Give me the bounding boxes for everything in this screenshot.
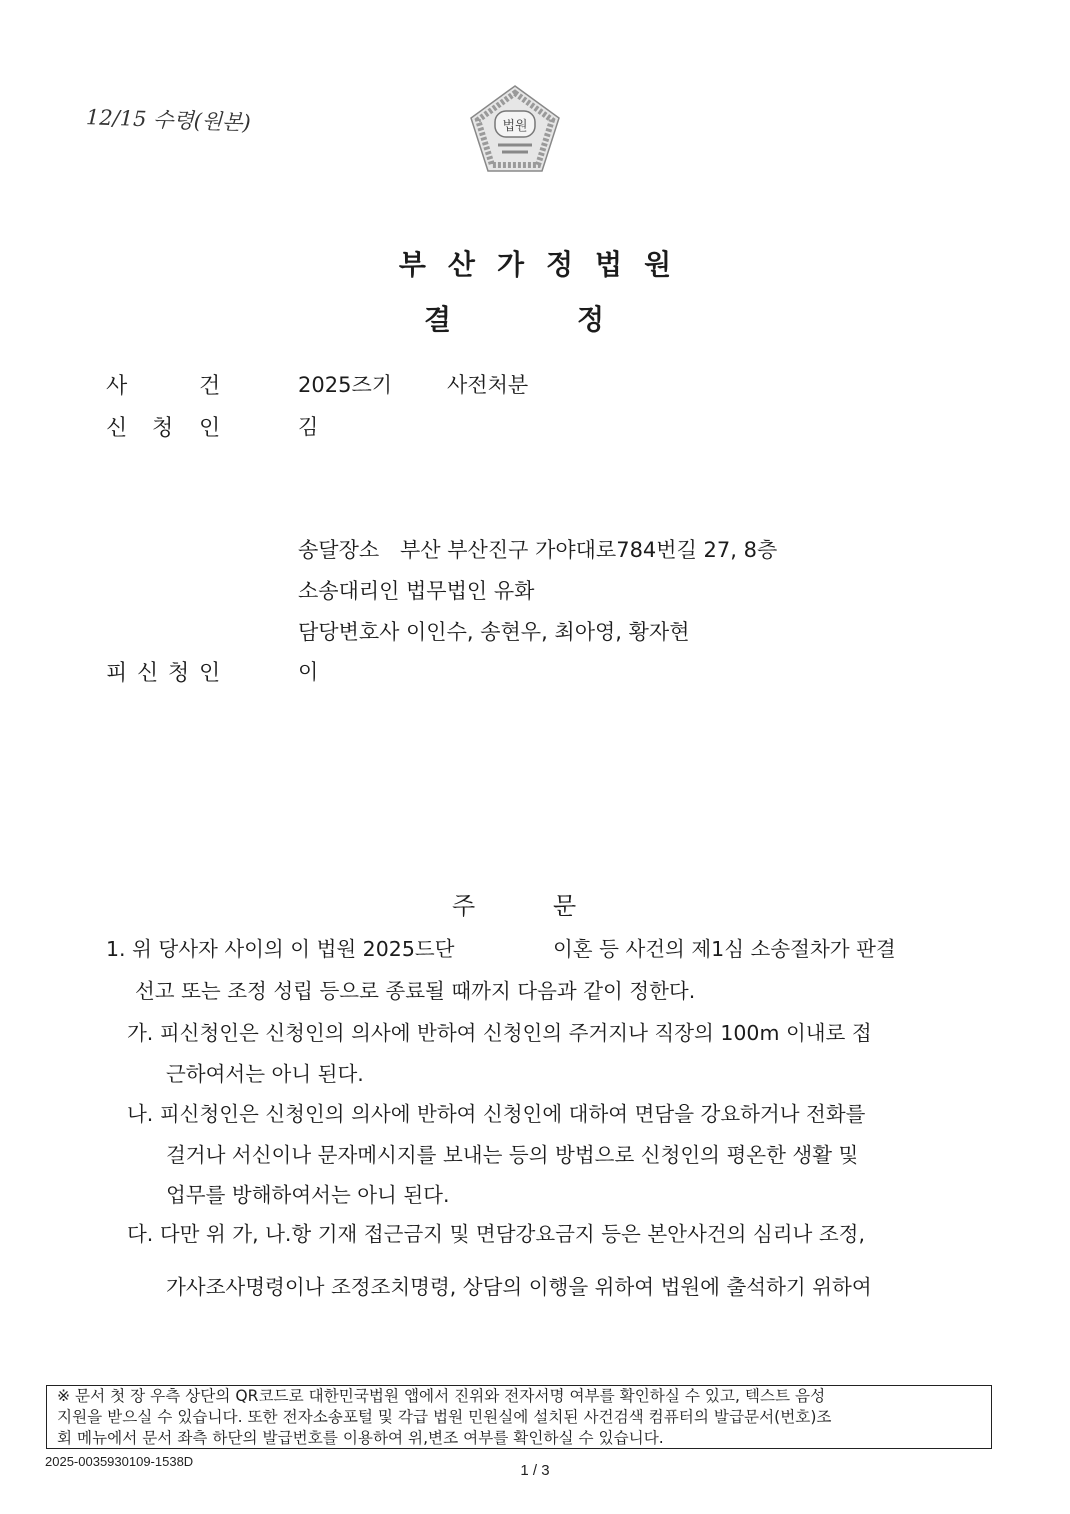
notice-line-3: 회 메뉴에서 문서 좌측 하단의 발급번호를 이용하여 위,변조 여부를 확인하실 수 있습니다. bbox=[57, 1429, 664, 1447]
order-na-line-1: 나. 피신청인은 신청인의 의사에 반하여 신청인에 대하여 면담을 강요하거나 전화를 bbox=[127, 1102, 866, 1126]
order-heading-char2: 문 bbox=[553, 892, 577, 920]
notice-line-1: ※ 문서 첫 장 우측 상단의 QR코드로 대한민국법원 앱에서 진위와 전자서명 여부를 확인하실 수 있고, 텍스트 음성 bbox=[57, 1387, 826, 1405]
agent-name: 법무법인 유화 bbox=[406, 579, 535, 603]
document-type-char2: 정 bbox=[577, 303, 605, 336]
order-na-line-3: 업무를 방해하여서는 아니 된다. bbox=[166, 1183, 450, 1207]
applicant-label-3: 인 bbox=[199, 416, 221, 441]
order-heading-char1: 주 bbox=[452, 892, 476, 920]
court-emblem bbox=[468, 83, 562, 175]
verification-notice-box bbox=[46, 1385, 992, 1449]
order-1-line-1a: 1. 위 당사자 사이의 이 법원 2025드단 bbox=[106, 937, 455, 961]
emblem-text: 법원 bbox=[502, 119, 528, 134]
order-na-line-2: 걸거나 서신이나 문자메시지를 보내는 등의 방법으로 신청인의 평온한 생활 및 bbox=[166, 1143, 859, 1167]
respondent-name: 이 bbox=[298, 660, 319, 684]
order-ga-line-1: 가. 피신청인은 신청인의 의사에 반하여 신청인의 주거지나 직장의 100m 이내로 접 bbox=[127, 1021, 872, 1045]
order-da-line-1: 다. 다만 위 가, 나.항 기재 접근금지 및 면담강요금지 등은 본안사건의 심리나 조정, bbox=[127, 1222, 865, 1246]
respondent-label-3: 청 bbox=[168, 661, 190, 686]
issue-number: 2025-0035930109-1538D bbox=[45, 1454, 194, 1469]
case-title: 사전처분 bbox=[447, 373, 529, 397]
order-1-line-1b: 이혼 등 사건의 제1심 소송절차가 판결 bbox=[553, 937, 896, 961]
order-1-line-2: 선고 또는 조정 성립 등으로 종료될 때까지 다음과 같이 정한다. bbox=[135, 979, 696, 1003]
applicant-label-2: 청 bbox=[152, 416, 174, 441]
case-label-2: 건 bbox=[199, 374, 221, 399]
case-label-1: 사 bbox=[106, 374, 128, 399]
lawyers-names: 이인수, 송현우, 최아영, 황자현 bbox=[406, 620, 690, 644]
document-type-char1: 결 bbox=[424, 303, 452, 336]
agent-label: 소송대리인 bbox=[298, 579, 400, 603]
notice-line-2: 지원을 받으실 수 있습니다. 또한 전자소송포털 및 각급 법원 민원실에 설치된 사건검색 컴퓨터의 발급문서(번호)조 bbox=[57, 1408, 832, 1426]
respondent-label-4: 인 bbox=[199, 661, 221, 686]
applicant-label-1: 신 bbox=[106, 416, 128, 441]
court-name: 부산가정법원 bbox=[398, 248, 694, 281]
lawyers-label: 담당변호사 bbox=[298, 620, 400, 644]
respondent-label-1: 피 bbox=[106, 661, 128, 686]
delivery-place-label: 송달장소 bbox=[298, 538, 380, 562]
delivery-place: 부산 부산진구 가야대로784번길 27, 8층 bbox=[400, 538, 778, 562]
order-ga-line-2: 근하여서는 아니 된다. bbox=[166, 1062, 364, 1086]
order-da-line-2: 가사조사명령이나 조정조치명령, 상담의 이행을 위하여 법원에 출석하기 위하여 bbox=[166, 1275, 872, 1299]
respondent-label-2: 신 bbox=[137, 661, 159, 686]
applicant-name: 김 bbox=[298, 415, 319, 439]
case-number: 2025즈기 bbox=[298, 373, 393, 397]
page-number: 1 / 3 bbox=[520, 1462, 550, 1479]
handwritten-receipt-note: 12/15 수령(원본) bbox=[85, 105, 252, 135]
